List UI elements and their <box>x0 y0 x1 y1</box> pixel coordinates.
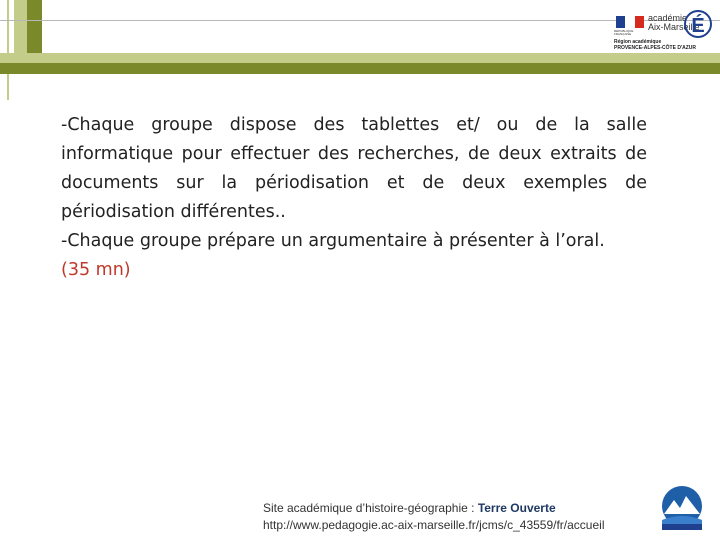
footer-site-name: Terre Ouverte <box>477 501 556 515</box>
footer-site-prefix: Site académique d’histoire-géographie : <box>263 501 478 515</box>
instruction-paragraph-2: -Chaque groupe prépare un argumentaire à présenter à l’oral. <box>61 231 605 251</box>
decorative-vertical-line <box>7 0 9 100</box>
region-line-1: Région académique <box>614 39 662 45</box>
academie-line-2: Aix-Marseille <box>648 22 700 32</box>
footer-url-link[interactable]: http://www.pedagogie.ac-aix-marseille.fr/jcms/c_43559/fr/accueil <box>263 518 605 532</box>
academie-logo <box>612 6 714 50</box>
region-line-2: PROVENCE-ALPES-CÔTE D'AZUR <box>614 44 697 51</box>
footer-site-line <box>263 500 604 517</box>
academie-line-1: académie <box>648 13 688 23</box>
terre-ouverte-logo-icon <box>654 484 710 532</box>
timing-label: (35 mn) <box>61 260 131 280</box>
decorative-horizontal-bar-light <box>0 53 720 63</box>
french-flag-icon <box>616 16 644 28</box>
instruction-paragraph-1: -Chaque groupe dispose des tablettes et/ ou de la salle informatique pour effectuer des recherches, de deux extraits de documents sur la périodisation et de deux exemples de périodisation différentes.. <box>61 115 647 222</box>
instructions-text <box>61 111 647 285</box>
footer <box>263 500 604 534</box>
education-e-icon: É <box>684 10 712 38</box>
region-academique-text <box>614 40 714 51</box>
republique-francaise-text: RÉPUBLIQUE FRANÇAISE <box>614 29 634 36</box>
decorative-horizontal-bar-dark <box>0 63 720 74</box>
